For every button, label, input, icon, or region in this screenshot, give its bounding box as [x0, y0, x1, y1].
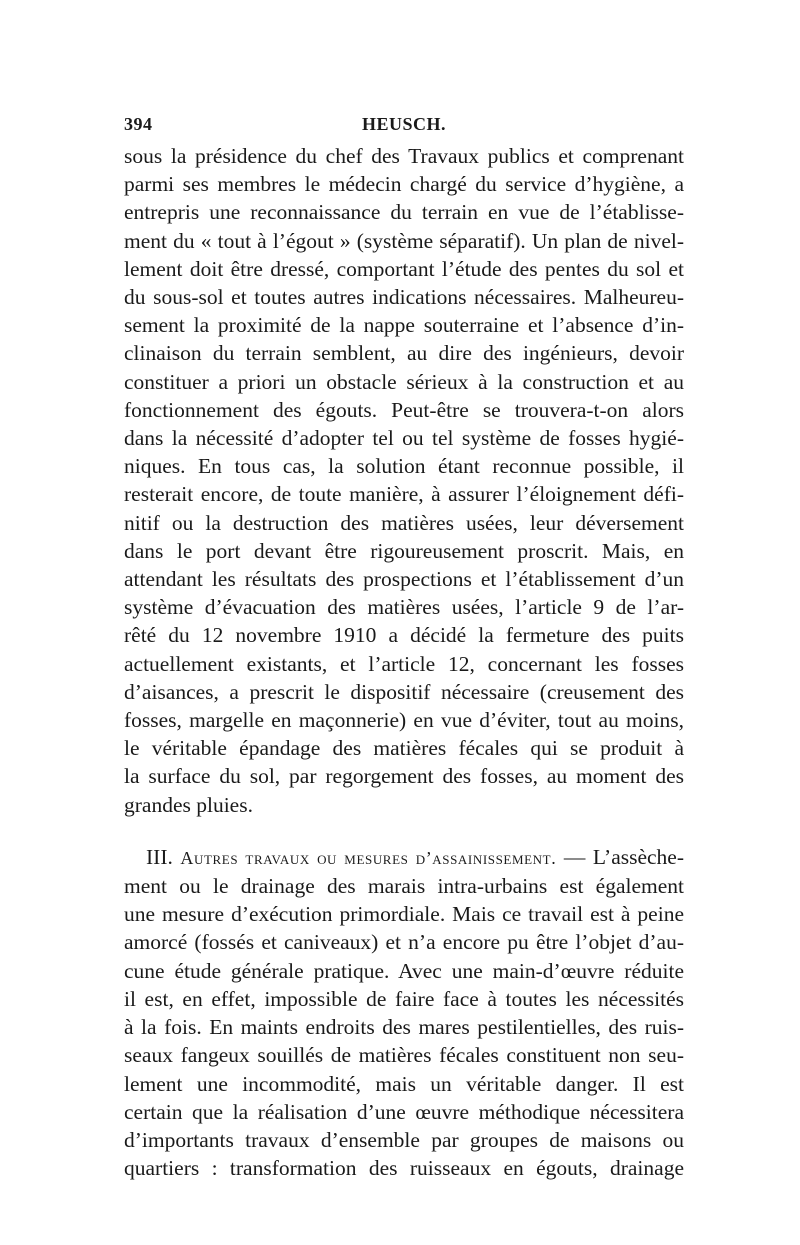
- text-line: grandes pluies.: [124, 792, 253, 817]
- text-line: lement une incommodité, mais un véritable danger. Il est: [124, 1071, 684, 1096]
- text-line: dans le port devant être rigoureusement proscrit. Mais, en: [124, 538, 684, 563]
- text-fragment: L’assèche-: [592, 844, 685, 869]
- paragraph-1: [124, 142, 684, 819]
- text-line: lement doit être dressé, comportant l’étude des pentes du sol et: [124, 256, 684, 281]
- paragraph-2: [124, 843, 684, 1182]
- text-line: fosses, margelle en maçonnerie) en vue d’éviter, tout au moins,: [124, 708, 684, 733]
- text-line: attendant les résultats des prospections et l’établissement d’un: [124, 567, 684, 592]
- text-line: entrepris une reconnaissance du terrain en vue de l’établisse-: [124, 200, 684, 225]
- heading-dash: —: [556, 844, 593, 869]
- text-line: une mesure d’exécution primordiale. Mais ce travail est à peine: [124, 902, 684, 927]
- text-line: cune étude générale pratique. Avec une main-d’œuvre réduite: [124, 958, 684, 983]
- text-line: seaux fangeux souillés de matières fécales constituent non seu-: [124, 1043, 684, 1068]
- text-line: certain que la réalisation d’une œuvre méthodique nécessitera: [124, 1099, 684, 1124]
- section-number: III.: [146, 844, 173, 869]
- text-line: constituer a priori un obstacle sérieux à la construction et au: [124, 369, 684, 394]
- text-line: rêté du 12 novembre 1910 a décidé la fermeture des puits: [124, 623, 684, 648]
- running-head: HEUSCH.: [361, 114, 447, 134]
- book-page: [124, 108, 684, 1182]
- text-line: système d’évacuation des matières usées, l’article 9 de l’ar-: [124, 595, 684, 620]
- text-line: amorcé (fossés et caniveaux) et n’a encore pu être l’objet d’au-: [124, 930, 684, 955]
- text-line: dans la nécessité d’adopter tel ou tel système de fosses hygié-: [124, 426, 684, 451]
- text-line: d’importants travaux d’ensemble par groupes de maisons ou: [124, 1127, 684, 1152]
- text-line: la surface du sol, par regorgement des fosses, au moment des: [124, 764, 684, 789]
- text-line: niques. En tous cas, la solution étant reconnue possible, il: [124, 454, 684, 479]
- text-line: le véritable épandage des matières fécales qui se produit à: [124, 736, 684, 761]
- body-text: [124, 142, 684, 1182]
- paragraph-gap: [124, 819, 684, 843]
- text-line: ment ou le drainage des marais intra-urbains est également: [124, 874, 684, 899]
- text-line: nitif ou la destruction des matières usées, leur déversement: [124, 510, 684, 535]
- text-line: du sous-sol et toutes autres indications nécessaires. Malheureu-: [124, 285, 684, 310]
- text-line: actuellement existants, et l’article 12, concernant les fosses: [124, 651, 684, 676]
- text-line: resterait encore, de toute manière, à assurer l’éloignement défi-: [124, 482, 684, 507]
- text-line: à la fois. En maints endroits des mares pestilentielles, des ruis-: [124, 1015, 684, 1040]
- text-line: quartiers : transformation des ruisseaux en égouts, drainage: [124, 1156, 684, 1181]
- text-line: sement la proximité de la nappe souterraine et l’absence d’in-: [124, 313, 684, 338]
- text-line: sous la présidence du chef des Travaux publics et comprenant: [124, 144, 684, 168]
- text-line: clinaison du terrain semblent, au dire des ingénieurs, devoir: [124, 341, 684, 366]
- text-line: fonctionnement des égouts. Peut-être se trouvera-t-on alors: [124, 397, 684, 422]
- section-heading-line: [124, 843, 684, 872]
- page-header: [124, 108, 684, 142]
- section-heading: Autres travaux ou mesures d’assainissement.: [180, 847, 557, 868]
- page-number: 394: [124, 114, 153, 134]
- text-line: d’aisances, a prescrit le dispositif nécessaire (creusement des: [124, 679, 684, 704]
- text-line: il est, en effet, impossible de faire face à toutes les nécessités: [124, 986, 684, 1011]
- text-line: ment du « tout à l’égout » (système séparatif). Un plan de nivel-: [124, 228, 684, 253]
- text-line: parmi ses membres le médecin chargé du service d’hygiène, a: [124, 172, 684, 197]
